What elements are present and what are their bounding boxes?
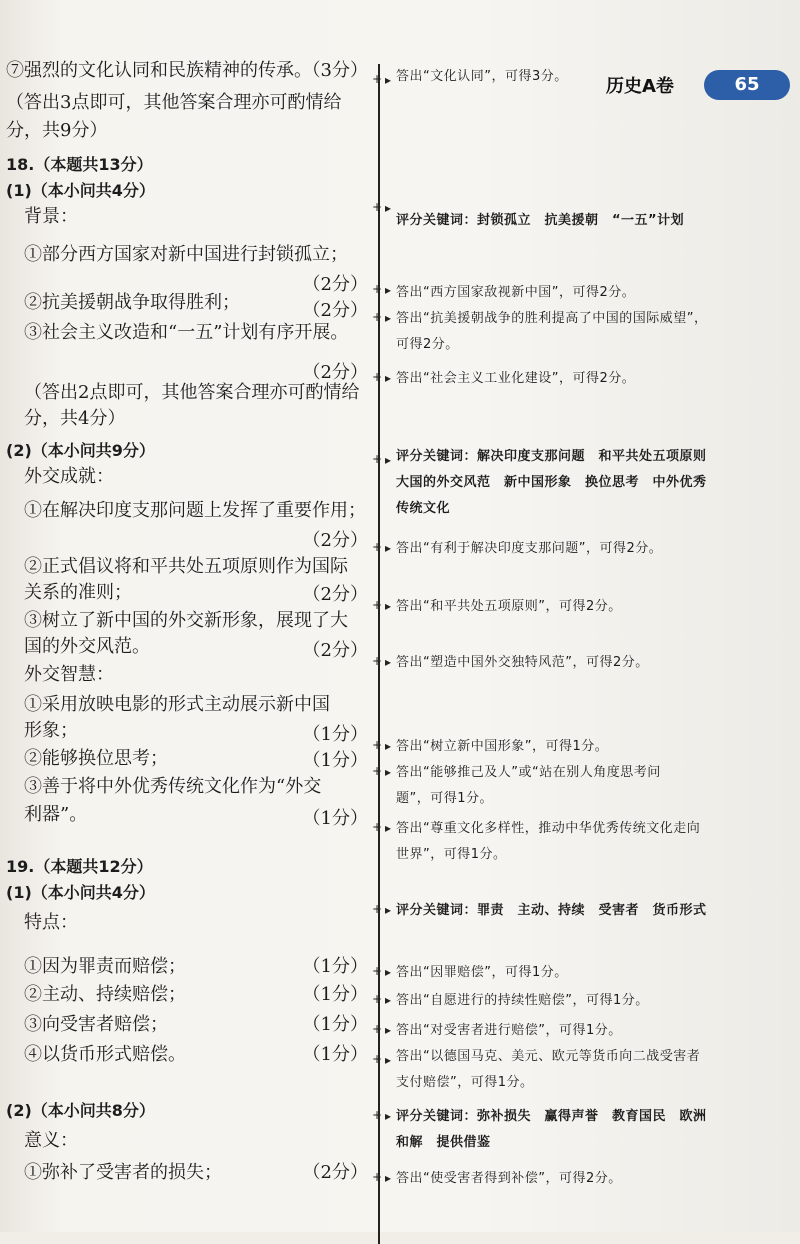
arrow-icon bbox=[366, 1172, 394, 1184]
scoring-note: 答出“使受害者得到补偿”，可得2分。 bbox=[396, 1171, 622, 1186]
section-label: 外交成就： bbox=[24, 466, 114, 487]
answer-line: ③向受害者赔偿； bbox=[24, 1014, 168, 1035]
question-title: 19.（本题共12分） bbox=[6, 857, 153, 876]
points: （1分） bbox=[302, 724, 368, 745]
points: （2分） bbox=[302, 584, 368, 605]
scoring-keywords: 评分关键词：弥补损失 赢得声誉 教育国民 欧洲 bbox=[396, 1109, 707, 1124]
scoring-note: 世界”，可得1分。 bbox=[396, 847, 507, 862]
answer-line: ①部分西方国家对新中国进行封锁孤立； bbox=[24, 244, 348, 265]
points: （2分） bbox=[302, 300, 368, 321]
section-label: 外交智慧： bbox=[24, 664, 114, 685]
arrow-icon bbox=[366, 1110, 394, 1122]
points: （1分） bbox=[302, 750, 368, 771]
note-line: （答出2点即可，其他答案合理亦可酌情给 bbox=[24, 382, 360, 403]
answer-line: ③社会主义改造和“一五”计划有序开展。 bbox=[24, 322, 349, 343]
answer-line: ①在解决印度支那问题上发挥了重要作用； bbox=[24, 500, 366, 521]
note-line: 分，共4分） bbox=[24, 408, 126, 429]
arrow-icon bbox=[366, 372, 394, 384]
points: （1分） bbox=[302, 1044, 368, 1065]
scoring-note: 答出“和平共处五项原则”，可得2分。 bbox=[396, 599, 622, 614]
arrow-icon bbox=[366, 74, 394, 86]
scoring-note: 答出“文化认同”，可得3分。 bbox=[396, 69, 568, 84]
answer-line: ③善于将中外优秀传统文化作为“外交 bbox=[24, 776, 322, 797]
subquestion-title: (1)（本小问共4分） bbox=[6, 181, 155, 200]
arrow-icon bbox=[366, 740, 394, 752]
scoring-note: 支付赔偿”，可得1分。 bbox=[396, 1075, 534, 1090]
arrow-icon bbox=[366, 904, 394, 916]
arrow-icon bbox=[366, 202, 394, 214]
scoring-note: 答出“自愿进行的持续性赔偿”，可得1分。 bbox=[396, 993, 649, 1008]
note-line: （答出3点即可，其他答案合理亦可酌情给 bbox=[6, 92, 342, 113]
scoring-note: 答出“对受害者进行赔偿”，可得1分。 bbox=[396, 1023, 622, 1038]
arrow-icon bbox=[366, 542, 394, 554]
page-number-badge: 65 bbox=[704, 70, 790, 100]
answer-line: ①采用放映电影的形式主动展示新中国 bbox=[24, 694, 330, 715]
scoring-note: 答出“塑造中国外交独特风范”，可得2分。 bbox=[396, 655, 649, 670]
scoring-keywords: 大国的外交风范 新中国形象 换位思考 中外优秀 bbox=[396, 475, 707, 490]
section-label: 意义： bbox=[24, 1130, 78, 1151]
scoring-note: 答出“有利于解决印度支那问题”，可得2分。 bbox=[396, 541, 663, 556]
points: （1分） bbox=[302, 1014, 368, 1035]
question-title: 18.（本题共13分） bbox=[6, 155, 153, 174]
answer-line: ②能够换位思考； bbox=[24, 748, 168, 769]
answer-line: 国的外交风范。 bbox=[24, 636, 150, 657]
scoring-note: 答出“社会主义工业化建设”，可得2分。 bbox=[396, 371, 636, 386]
section-label: 特点： bbox=[24, 912, 78, 933]
points: （1分） bbox=[302, 808, 368, 829]
answer-line: ②正式倡议将和平共处五项原则作为国际 bbox=[24, 556, 348, 577]
arrow-icon bbox=[366, 1054, 394, 1066]
arrow-icon bbox=[366, 994, 394, 1006]
answer-text: ⑦强烈的文化认同和民族精神的传承。 bbox=[6, 60, 312, 81]
points: （2分） bbox=[302, 640, 368, 661]
scoring-note: 答出“西方国家敌视新中国”，可得2分。 bbox=[396, 285, 636, 300]
points: （2分） bbox=[302, 530, 368, 551]
scoring-note: 答出“尊重文化多样性，推动中华优秀传统文化走向 bbox=[396, 821, 701, 836]
answer-line: ②主动、持续赔偿； bbox=[24, 984, 186, 1005]
answer-line: 形象； bbox=[24, 720, 78, 741]
scoring-keywords: 评分关键词：罪责 主动、持续 受害者 货币形式 bbox=[396, 903, 707, 918]
arrow-icon bbox=[366, 284, 394, 296]
scoring-keywords: 评分关键词：封锁孤立 抗美援朝 “一五”计划 bbox=[396, 213, 685, 228]
subquestion-title: (1)（本小问共4分） bbox=[6, 883, 155, 902]
points: （1分） bbox=[302, 956, 368, 977]
scoring-keywords: 评分关键词：解决印度支那问题 和平共处五项原则 bbox=[396, 449, 707, 464]
arrow-icon bbox=[366, 966, 394, 978]
arrow-icon bbox=[366, 1024, 394, 1036]
answer-line: 关系的准则； bbox=[24, 582, 132, 603]
scoring-keywords: 传统文化 bbox=[396, 501, 451, 516]
answer-line: ①因为罪责而赔偿； bbox=[24, 956, 186, 977]
subject-title: 历史A卷 bbox=[606, 76, 674, 97]
answer-line: ③树立了新中国的外交新形象，展现了大 bbox=[24, 610, 348, 631]
points: （2分） bbox=[302, 274, 368, 295]
scoring-note: 可得2分。 bbox=[396, 337, 459, 352]
points: （2分） bbox=[302, 1162, 368, 1183]
scoring-note: 答出“因罪赔偿”，可得1分。 bbox=[396, 965, 568, 980]
subquestion-title: (2)（本小问共8分） bbox=[6, 1101, 155, 1120]
answer-line: ④以货币形式赔偿。 bbox=[24, 1044, 186, 1065]
arrow-icon bbox=[366, 454, 394, 466]
scoring-note: 题”，可得1分。 bbox=[396, 791, 494, 806]
answer-line: ②抗美援朝战争取得胜利； bbox=[24, 292, 240, 313]
arrow-icon bbox=[366, 766, 394, 778]
answer-line: 利器”。 bbox=[24, 804, 88, 825]
scoring-note: 答出“能够推己及人”或“站在别人角度思考问 bbox=[396, 765, 661, 780]
arrow-icon bbox=[366, 312, 394, 324]
arrow-icon bbox=[366, 822, 394, 834]
answer-line: ①弥补了受害者的损失； bbox=[24, 1162, 222, 1183]
section-label: 背景： bbox=[24, 206, 78, 227]
points: （3分） bbox=[302, 60, 368, 81]
scoring-note: 答出“树立新中国形象”，可得1分。 bbox=[396, 739, 609, 754]
scoring-note: 答出“抗美援朝战争的胜利提高了中国的国际威望”， bbox=[396, 311, 708, 326]
scoring-note: 答出“以德国马克、美元、欧元等货币向二战受害者 bbox=[396, 1049, 701, 1064]
points: （1分） bbox=[302, 984, 368, 1005]
subquestion-title: (2)（本小问共9分） bbox=[6, 441, 155, 460]
points: （2分） bbox=[302, 362, 368, 383]
note-line: 分，共9分） bbox=[6, 120, 108, 141]
arrow-icon bbox=[366, 600, 394, 612]
arrow-icon bbox=[366, 656, 394, 668]
scoring-keywords: 和解 提供借鉴 bbox=[396, 1135, 491, 1150]
